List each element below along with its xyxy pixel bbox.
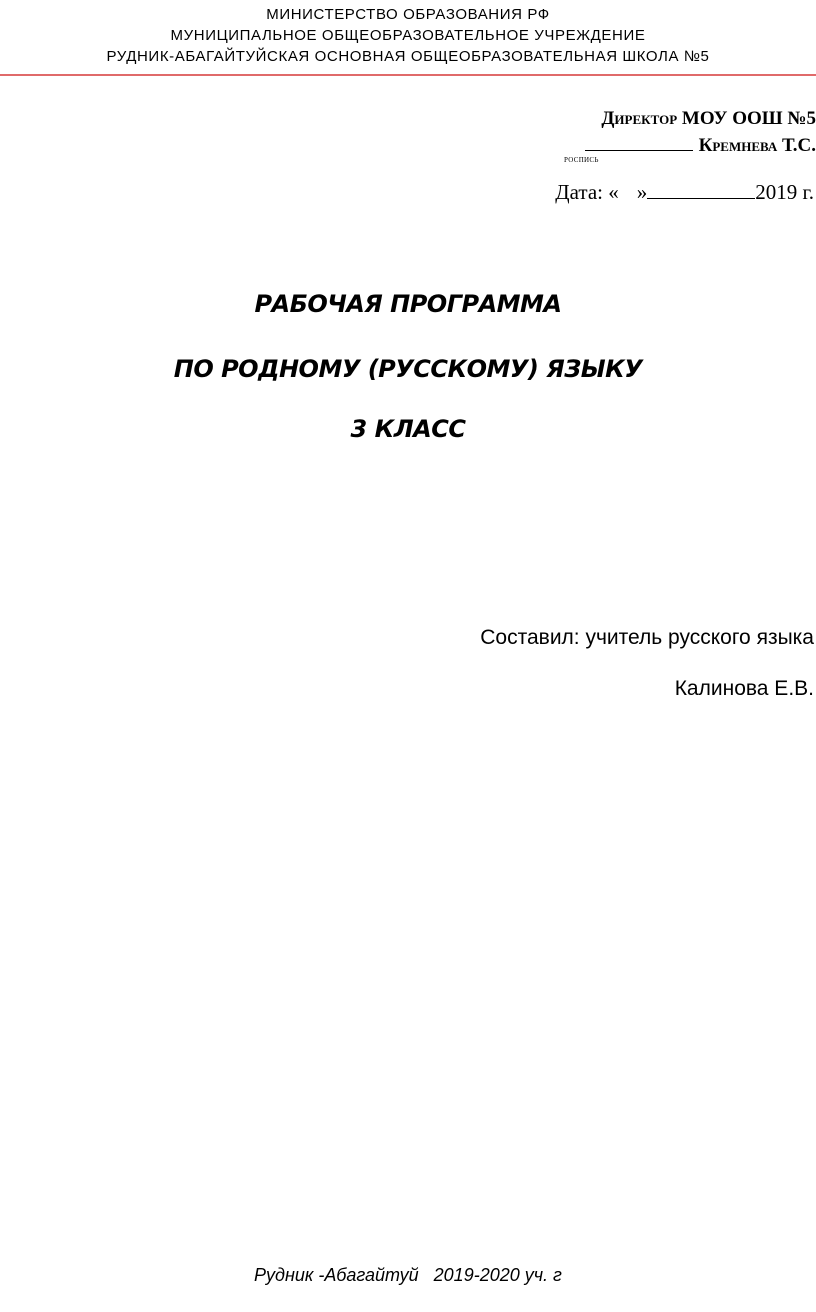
signature-caption: роспись <box>564 154 599 165</box>
approval-date <box>555 180 814 205</box>
document-subject: ПО РОДНОМУ (РУССКОМУ) ЯЗЫКУ <box>173 355 643 383</box>
director-position: Директор МОУ ООШ №5 <box>601 108 816 129</box>
document-grade: 3 КЛАСС <box>350 415 466 443</box>
director-name: Кремнева Т.С. <box>698 135 816 156</box>
director-signature-line <box>585 132 816 157</box>
date-month-blank <box>647 180 755 199</box>
header-school-name: РУДНИК-АБАГАЙТУЙСКАЯ ОСНОВНАЯ ОБЩЕОБРАЗОВАТЕЛЬНАЯ ШКОЛА №5 <box>106 48 710 65</box>
date-prefix: Дата: « <box>555 180 619 204</box>
document-title: РАБОЧАЯ ПРОГРАММА <box>254 290 562 318</box>
date-year: 2019 г. <box>755 180 814 204</box>
date-middle: » <box>636 180 648 204</box>
header-institution-type: МУНИЦИПАЛЬНОЕ ОБЩЕОБРАЗОВАТЕЛЬНОЕ УЧРЕЖДЕНИЕ <box>170 27 646 44</box>
signature-blank <box>585 132 693 151</box>
header-divider <box>0 74 816 76</box>
document-footer: Рудник -Абагайтуй 2019-2020 уч. г <box>254 1265 562 1285</box>
document-header <box>0 4 816 67</box>
author-role: Составил: учитель русского языка <box>480 626 814 649</box>
header-ministry: МИНИСТЕРСТВО ОБРАЗОВАНИЯ РФ <box>266 6 550 23</box>
author-name: Калинова Е.В. <box>674 677 814 700</box>
